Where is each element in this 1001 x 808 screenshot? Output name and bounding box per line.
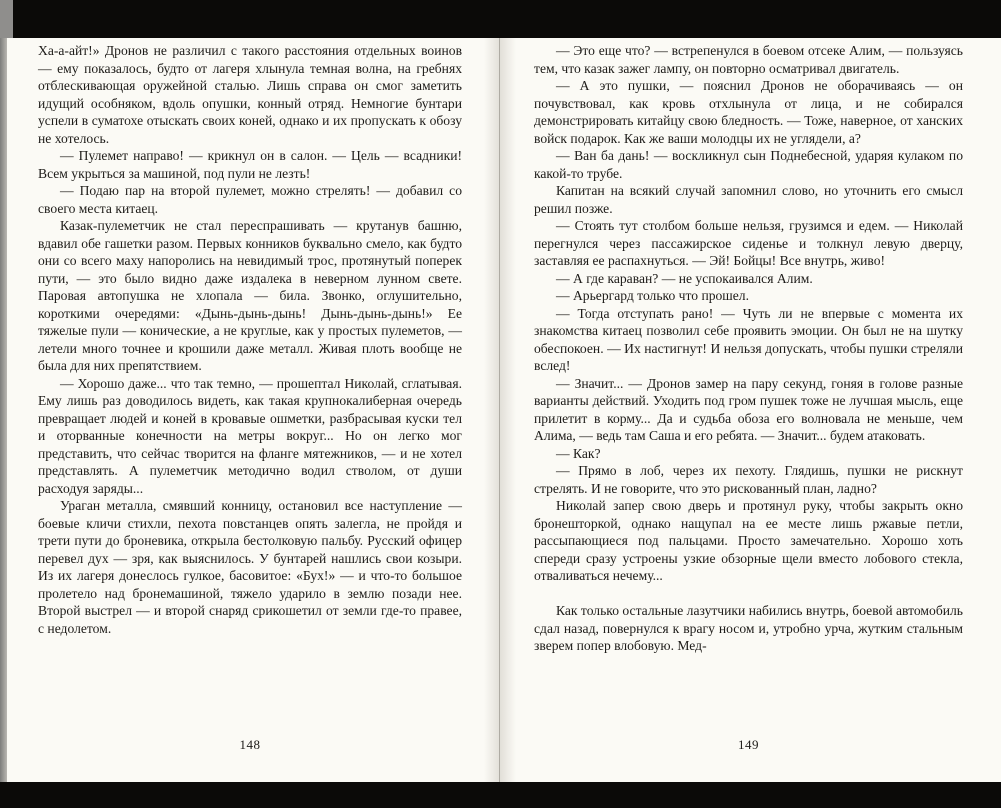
paragraph: Ха-а-айт!» Дронов не различил с такого расстояния отдельных воинов — ему показалось, будто от лагеря хлынула темная волна, на гребнях отблескивающая оружейной сталью. Лишь справа он смог заметить идущий особняком, вдоль опушки, конный отряд. Немногие бунтари успели в суматохе отыскать своих коней, однако и их пропускать к обозу не хотелось. xyxy=(38,43,462,146)
paragraph: — Это еще что? — встрепенулся в боевом отсеке Алим, — пользуясь тем, что казак зажег лампу, он повторно осматривал двигатель. xyxy=(534,43,963,76)
book-edge xyxy=(0,38,7,782)
top-scan-bar xyxy=(0,0,1001,38)
paragraph: — Как? xyxy=(556,445,601,461)
top-left-corner xyxy=(0,0,13,38)
paragraph: — Стоять тут столбом больше нельзя, грузимся и едем. — Николай перегнулся через пассажирское сиденье и толкнул левую дверцу, заставляя ее распахнуться. — Эй! Бойцы! Все внутрь, живо! xyxy=(534,218,963,268)
paragraph: — Ван ба дань! — воскликнул сын Поднебесной, ударяя кулаком по какой-то трубе. xyxy=(534,148,963,181)
paragraph: — Пулемет направо! — крикнул он в салон. — Цель — всадники! Всем укрыться за машиной, под пули не лезть! xyxy=(38,148,462,181)
paragraph: Как только остальные лазутчики набились внутрь, боевой автомобиль сдал назад, повернулся к врагу носом и, утробно урча, жутким стальным зверем попер влобовую. Мед- xyxy=(534,603,963,653)
page-gutter-line xyxy=(499,38,500,782)
paragraph: — А это пушки, — пояснил Дронов не оборачиваясь — он почувствовал, как кровь отхлынула от лица, и не собирался демонстрировать китайцу свою бледность. — Тоже, наверное, от ханских войск подарок. Как же ваши молодцы их не углядели, а? xyxy=(534,78,963,146)
bottom-scan-bar xyxy=(0,782,1001,808)
page-gutter-shadow xyxy=(484,38,516,782)
paragraph: — Тогда отступать рано! — Чуть ли не впервые с момента их знакомства китаец позволил себе проявить эмоции. Он был не на шутку обеспокоен. — Их настигнут! И нельзя допускать, чтобы пушки стреляли вслед! xyxy=(534,305,963,373)
paragraph: — Значит... — Дронов замер на пару секунд, гоняя в голове разные варианты действий. Уходить под гром пушек тоже не лучшая мысль, еще прилетит в корму... Да и судьба обоза его волновала не меньше, чем Алима, — ведь там Саша и его ребята. — Значит... будем атаковать. xyxy=(534,375,963,443)
paragraph: — Подаю пар на второй пулемет, можно стрелять! — добавил со своего места китаец. xyxy=(38,183,462,216)
paragraph: — Прямо в лоб, через их пехоту. Глядишь, пушки не рискнут стрелять. И не говорите, что это рискованный план, ладно? xyxy=(534,463,963,496)
page-number-right: 149 xyxy=(738,737,759,752)
paragraph: Николай запер свою дверь и протянул руку, чтобы закрыть окно бронешторкой, однако нащупал на ее месте лишь ржавые петли, рассыпающиеся под пальцами. Просто замечательно. Хорошо хоть спереди сразу устроены узкие обзорные щели вместо лобового стекла, отваливаться нечему... xyxy=(534,498,963,583)
paragraph: Капитан на всякий случай запомнил слово, но уточнить его смысл решил позже. xyxy=(534,183,963,216)
paragraph: — Хорошо даже... что так темно, — прошептал Николай, сглатывая. Ему лишь раз доводилось видеть, как такая крупнокалиберная очередь превращает людей и коней в кровавые ошметки, разбрасывая куски тел и оторванные конечности на метры вокруг... Но он легко мог представить, что сейчас творится на фланге мятежников, — и не хотел представлять. А пулеметчик методично водил стволом, от души расходуя заряды... xyxy=(38,375,462,496)
paragraph: Казак-пулеметчик не стал переспрашивать — крутанув башню, вдавил обе гашетки разом. Первых конников буквально смело, как будто они со всего маху напоролись на невидимый трос, протянутый поперек пути, — это было видно даже издалека в неверном лунном свете. Паровая автопушка не хлопала — била. Звонко, оглушительно, короткими очередями: «Дынь-дынь-дынь! Дынь-дынь-дынь!» Ее тяжелые пули — конические, а не круглые, как у простых пулеметов, — летели много точнее и крошили даже металл. Живая плоть вообще не была для них препятствием. xyxy=(38,218,462,373)
paragraph: Ураган металла, смявший конницу, остановил все наступление — боевые кличи стихли, пехота повстанцев опять залегла, не пройдя и трети пути до броневика, открыла бестолковую пальбу. Русский офицер перевел дух — зря, как выяснилось. У бунтарей нашлись свои козыри. Из их лагеря донеслось гулкое, басовитое: «Бух!» — и что-то большое пролетело над бронемашиной, тяжело ударило в землю позади нее. Второй выстрел — и второй снаряд срикошетил от земли где-то правее, с недолетом. xyxy=(38,498,462,636)
paragraph: — А где караван? — не успокаивался Алим. xyxy=(556,270,813,286)
page-right-text xyxy=(534,42,963,655)
page-left-text xyxy=(38,42,462,637)
paragraph: — Арьергард только что прошел. xyxy=(556,288,749,303)
page-number-left: 148 xyxy=(239,737,261,752)
